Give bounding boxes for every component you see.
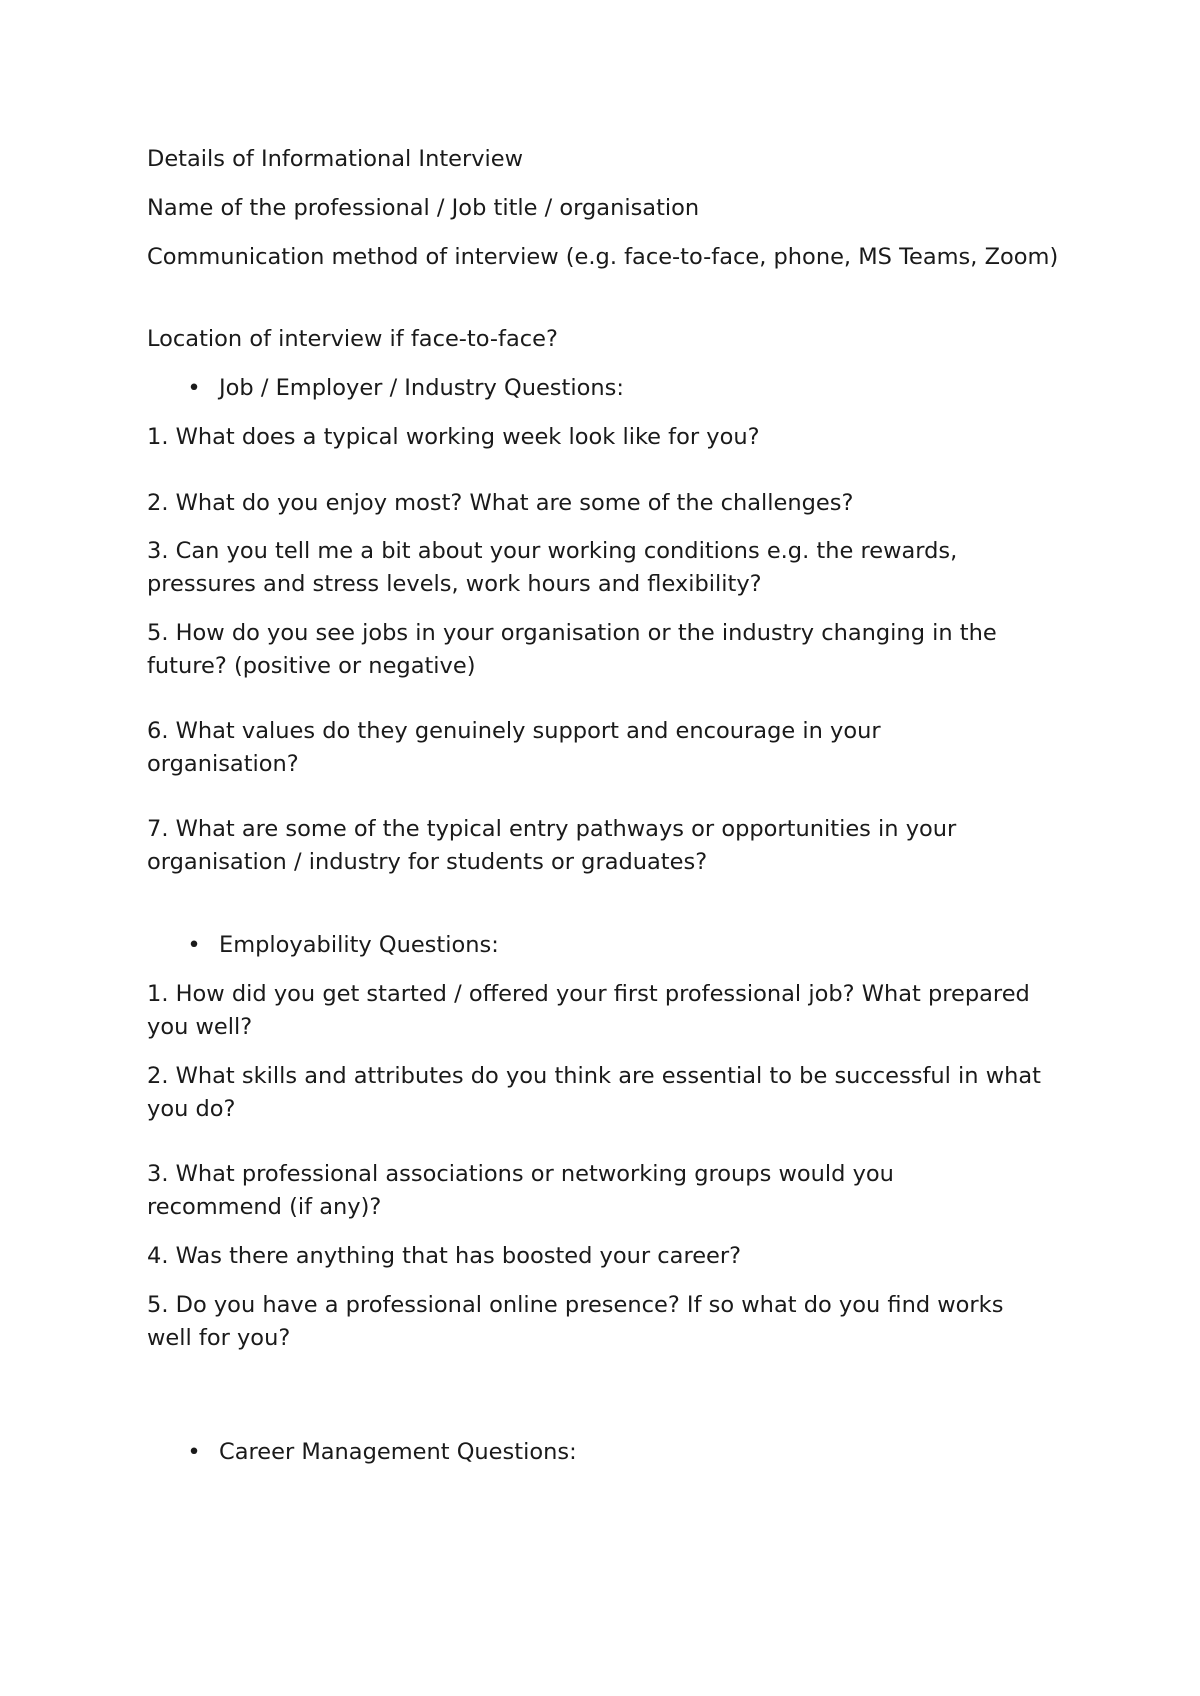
employability-question-3: 3. What professional associations or networking groups would you recommend (if any)? <box>147 1161 894 1220</box>
employability-question-5: 5. Do you have a professional online presence? If so what do you find works well for you? <box>147 1292 1004 1351</box>
job-question-6: 6. What values do they genuinely support and encourage in your organisation? <box>147 718 881 777</box>
job-question-3: 3. Can you tell me a bit about your working conditions e.g. the rewards, pressures and stress levels, work hours and flexibility? <box>147 538 958 597</box>
bullet-icon: • <box>187 375 201 401</box>
communication-method-line: Communication method of interview (e.g. face-to-face, phone, MS Teams, Zoom) <box>147 244 1059 270</box>
job-question-7: 7. What are some of the typical entry pathways or opportunities in your organisation / industry for students or graduates? <box>147 816 957 875</box>
location-line: Location of interview if face-to-face? <box>147 326 558 352</box>
section-heading-label: Career Management Questions: <box>219 1439 577 1465</box>
document-title: Details of Informational Interview <box>147 146 524 172</box>
section-heading-label: Employability Questions: <box>219 932 499 958</box>
employability-question-1: 1. How did you get started / offered your first professional job? What prepared you well? <box>147 981 1030 1040</box>
section-heading-label: Job / Employer / Industry Questions: <box>219 375 624 401</box>
job-question-2: 2. What do you enjoy most? What are some of the challenges? <box>147 490 854 516</box>
bullet-icon: • <box>187 932 201 958</box>
job-question-1: 1. What does a typical working week look like for you? <box>147 424 760 450</box>
professional-details-line: Name of the professional / Job title / organisation <box>147 195 700 221</box>
employability-question-2: 2. What skills and attributes do you think are essential to be successful in what you do? <box>147 1063 1041 1122</box>
bullet-icon: • <box>187 1439 201 1465</box>
employability-question-4: 4. Was there anything that has boosted your career? <box>147 1243 742 1269</box>
job-question-5: 5. How do you see jobs in your organisation or the industry changing in the future? (positive or negative) <box>147 620 997 679</box>
